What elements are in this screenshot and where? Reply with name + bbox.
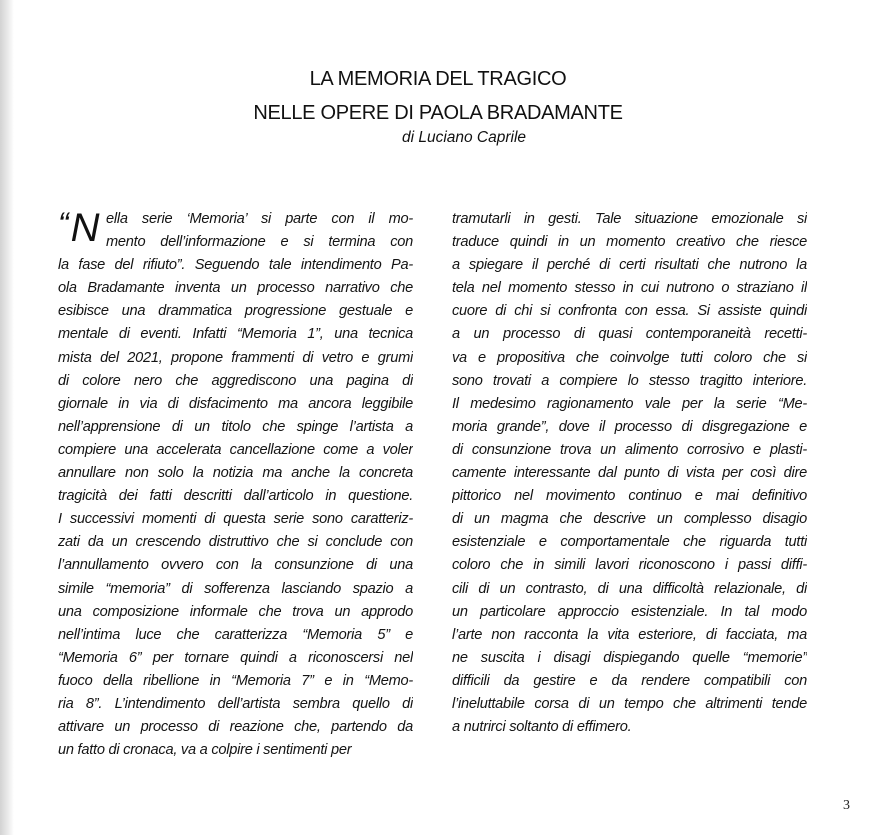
- text-line: nell’intima luce che caratterizza “Memoria 5” e: [58, 626, 413, 643]
- drop-cap-letter: N: [70, 206, 100, 250]
- article-author: [0, 127, 876, 149]
- text-line: tela nel momento stesso in cui nutrono o straziano il: [452, 280, 807, 297]
- text-line: a un processo di quasi contemporaneità recetti-: [452, 326, 807, 343]
- text-line: l’ineluttabile corsa di un tempo che altrimenti tende: [452, 695, 807, 712]
- text-line: Il medesimo ragionamento vale per la serie “Me-: [452, 395, 807, 412]
- left-text-column: [58, 208, 413, 762]
- text-line: nell’apprensione di un titolo che spinge l’artista a: [58, 418, 413, 435]
- text-line: ne suscita i disagi dispiegando quelle “memorie”: [452, 649, 807, 666]
- text-line: ella serie ‘Memoria’ si parte con il mo-: [106, 211, 413, 227]
- text-line: l’arte non racconta la vita esteriore, di facciata, ma: [452, 626, 807, 643]
- text-line: mento dell’informazione e si termina con: [106, 234, 413, 251]
- text-line: fuoco della ribellione in “Memoria 7” e in “Memo-: [58, 672, 413, 689]
- text-line: l’annullamento ovvero con la consunzione di una: [58, 557, 413, 574]
- text-line: simile “memoria” di sofferenza lasciando spazio a: [58, 580, 413, 597]
- drop-cap-quote: “: [58, 206, 69, 242]
- text-line: a spiegare il perché di certi risultati che nutrono la: [452, 257, 807, 274]
- article-title-line-2: NELLE OPERE DI PAOLA BRADAMANTE: [253, 102, 623, 124]
- text-line: traduce quindi in un momento creativo che riesce: [452, 234, 807, 251]
- text-line: cuore di chi si confronta con essa. Si assiste quindi: [452, 303, 807, 320]
- text-line: un particolare approccio esistenziale. In tal modo: [452, 603, 807, 620]
- text-line: attivare un processo di reazione che, partendo da: [58, 719, 413, 736]
- text-line: tramutarli in gesti. Tale situazione emozionale si: [452, 211, 807, 227]
- text-line: moria grande”, dove il processo di disgregazione e: [452, 418, 807, 435]
- text-line: pittorico nel movimento continuo e mai definitivo: [452, 488, 807, 505]
- text-line: la fase del rifiuto”. Seguendo tale intendimento Pa-: [58, 257, 413, 274]
- title-block: [0, 62, 876, 149]
- text-line: di colore nero che aggrediscono una pagina di: [58, 372, 413, 389]
- text-line: esistenziale e comportamentale che riguarda tutti: [452, 534, 807, 551]
- text-line: coloro che in simili lavori riconoscono i passi diffi-: [452, 557, 807, 574]
- drop-cap: [58, 202, 99, 250]
- page-number: 3: [843, 798, 850, 813]
- text-line: camente interessante dal punto di vista per così dire: [452, 465, 807, 482]
- text-line: mista del 2021, propone frammenti di vetro e grumi: [58, 349, 413, 366]
- text-line: sono trovati a compiere lo stesso tragitto interiore.: [452, 372, 807, 389]
- text-line: tragicità dei fatti descritti dall’articolo in questione.: [58, 488, 413, 505]
- text-line: di un magma che descrive un complesso disagio: [452, 511, 807, 528]
- text-line: annullare non solo la notizia ma anche la concreta: [58, 465, 413, 482]
- text-line: mentale di eventi. Infatti “Memoria 1”, una tecnica: [58, 326, 413, 343]
- article-title-line-1: LA MEMORIA DEL TRAGICO: [309, 68, 567, 90]
- text-line: esibisce una drammatica progressione gestuale e: [58, 303, 413, 320]
- text-line: ria 8”. L’intendimento dell’artista sembra quello di: [58, 695, 413, 712]
- text-line: compiere una accelerata cancellazione come a voler: [58, 441, 413, 458]
- text-line: ola Bradamante inventa un processo narrativo che: [58, 280, 413, 297]
- text-line: una composizione informale che trova un approdo: [58, 603, 413, 620]
- text-line: giornale in via di disfacimento ma ancora leggibile: [58, 395, 413, 412]
- text-line: zati da un crescendo distruttivo che si conclude con: [58, 534, 413, 551]
- text-line: “Memoria 6” per tornare quindi a riconoscersi nel: [58, 649, 413, 666]
- text-line: un fatto di cronaca, va a colpire i sentimenti per: [58, 742, 352, 759]
- text-line: a nutrirci soltanto di effimero.: [452, 719, 632, 736]
- author-name: di Luciano Caprile: [401, 129, 527, 146]
- text-line: I successivi momenti di questa serie sono caratteriz-: [58, 511, 413, 528]
- text-line: difficili da gestire e da rendere compatibili con: [452, 672, 807, 689]
- text-line: di consunzione trova un alimento corrosivo e plasti-: [452, 441, 807, 458]
- text-line: va e propositiva che coinvolge tutti coloro che si: [452, 349, 807, 366]
- right-text-column: [452, 208, 807, 739]
- text-line: cili di un contrasto, di una difficoltà relazionale, di: [452, 580, 807, 597]
